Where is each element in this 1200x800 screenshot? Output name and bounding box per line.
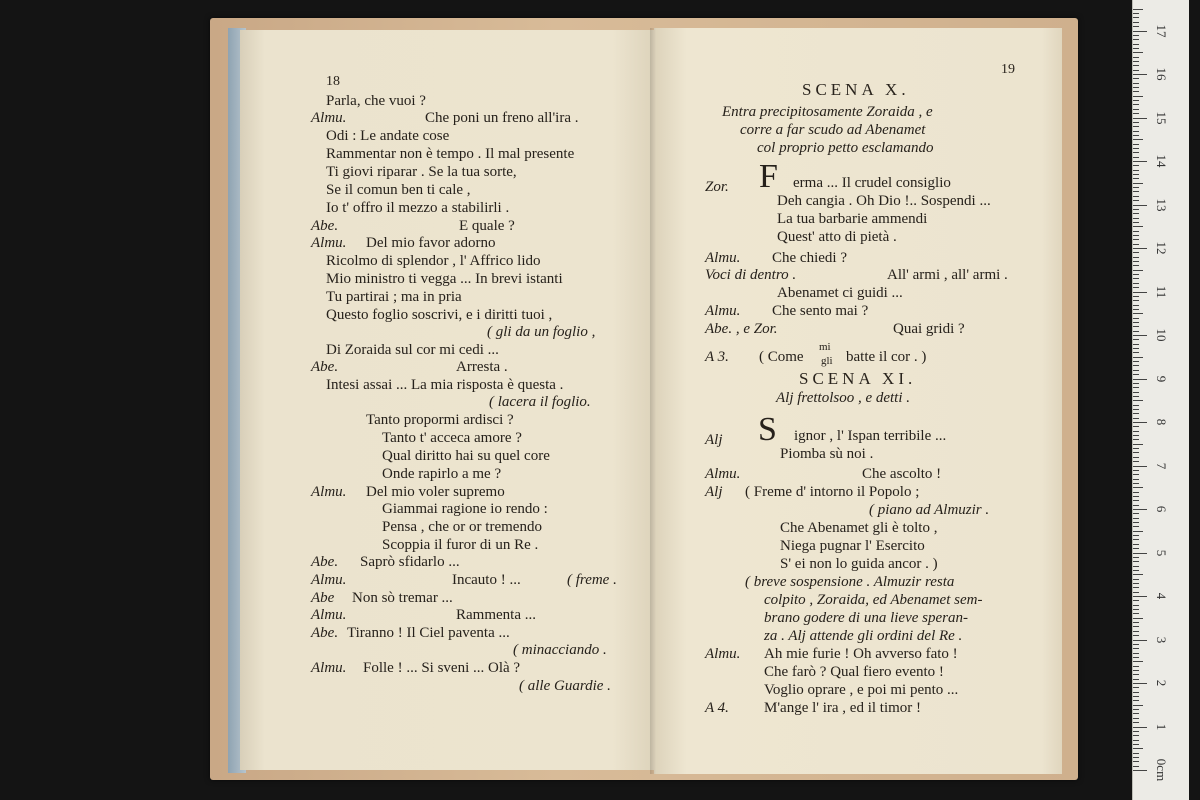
ruler-tick [1133,535,1139,536]
ruler-tick [1133,753,1139,754]
text-line: ( gli da un foglio , [487,324,596,340]
text-line: Rammentar non è tempo . Il mal presente [326,146,575,162]
ruler-tick [1133,457,1139,458]
ruler-tick [1133,748,1143,749]
text-line: Che ascolto ! [862,466,942,482]
ruler-tick [1133,553,1147,554]
ruler-tick [1133,35,1139,36]
ruler-tick [1133,270,1143,271]
ruler-tick [1133,100,1139,101]
text-line: Se il comun ben ti cale , [326,182,471,198]
ruler-tick [1133,635,1139,636]
ruler-tick [1133,370,1139,371]
text-line: batte il cor . ) [846,349,927,365]
ruler-number: 3 [1154,636,1169,643]
text-line: ( Come [759,349,804,365]
ruler-number: 0cm [1154,758,1169,782]
text-line: Intesi assai ... La mia risposta è questa . [326,377,564,393]
text-line: Tanto propormi ardisci ? [366,412,514,428]
ruler-tick [1133,618,1143,619]
text-line: Che farò ? Qual fiero evento ! [764,664,944,680]
ruler-tick [1133,305,1139,306]
text-line: Deh cangia . Oh Dio !.. Sospendi ... [777,193,991,209]
ruler-tick [1133,592,1139,593]
ruler-tick [1133,274,1139,275]
ruler-tick [1133,431,1139,432]
stage-direction-line: col proprio petto esclamando [757,140,934,156]
ruler-number: 17 [1154,24,1169,37]
ruler-tick [1133,531,1143,532]
ruler-tick [1133,174,1139,175]
ruler-number: 6 [1154,505,1169,513]
text-line: Ah mie furie ! Oh avverso fato ! [764,646,958,662]
text-line: Non sò tremar ... [352,590,453,606]
text-line: Questo foglio soscrivi, e i diritti tuoi , [326,307,553,323]
ruler-number: 12 [1154,241,1169,255]
text-line: ( piano ad Almuzir . [869,502,990,518]
text-line: Tanto t' acceca amore ? [382,430,522,446]
stage-direction-line: Entra precipitosamente Zoraida , e [722,104,933,120]
ruler-tick [1133,518,1139,519]
text-line: za . Alj attende gli ordini del Re . [764,628,963,644]
ruler-tick [1133,766,1139,767]
text-line: Giammai ragione io rendo : [382,501,548,517]
ruler-tick [1133,622,1139,623]
ruler-tick [1133,435,1139,436]
text-line: Saprò sfidarlo ... [360,554,460,570]
text-line: ( minacciando . [513,642,607,658]
ruler-tick [1133,104,1139,105]
ruler-tick [1133,674,1139,675]
ruler-tick [1133,709,1139,710]
text-line: ( breve sospensione . Almuzir resta [745,574,955,590]
text-line: M'ange l' ira , ed il timor ! [764,700,922,716]
text-line: Che sento mai ? [772,303,869,319]
ruler-tick [1133,152,1139,153]
text-line: Odi : Le andate cose [326,128,450,144]
text-line: S' ei non lo guida ancor . ) [780,556,938,572]
ruler-tick [1133,265,1139,266]
text-line: erma ... Il crudel consiglio [793,175,951,191]
ruler-tick [1133,492,1139,493]
ruler-tick [1133,496,1139,497]
ruler-tick [1133,96,1143,97]
ruler-tick [1133,640,1147,641]
ruler-tick [1133,352,1139,353]
ruler-tick [1133,26,1139,27]
text-line: Qual diritto hai su quel core [382,448,550,464]
text-line: Niega pugnar l' Esercito [780,538,925,554]
text-line: Abe. [311,359,339,375]
ruler-tick [1133,566,1139,567]
ruler-tick [1133,209,1139,210]
ruler-tick [1133,405,1139,406]
ruler-number: 9 [1154,375,1169,382]
ruler-tick [1133,452,1139,453]
ruler-tick [1133,470,1139,471]
ruler-number: 10 [1154,328,1169,342]
ruler-tick [1133,283,1139,284]
ruler-tick [1133,670,1139,671]
text-line: brano godere di una lieve speran- [764,610,968,626]
ruler-tick [1133,570,1139,571]
text-line: Almu. [311,572,347,588]
text-line: Abe. , e Zor. [705,321,778,337]
ruler-tick [1133,757,1139,758]
ruler-tick [1133,205,1147,206]
ruler-tick [1133,122,1139,123]
ruler-tick [1133,439,1139,440]
ruler-tick [1133,248,1147,249]
text-line: Almu. [311,110,347,126]
ruler-tick [1133,418,1139,419]
text-line: Zor. [705,179,729,195]
ruler-number: 16 [1154,67,1169,81]
ruler-tick [1133,444,1143,445]
ruler-tick [1133,139,1143,140]
ruler-tick [1133,600,1139,601]
ruler-tick [1133,692,1139,693]
ruler-tick [1133,83,1139,84]
ruler-tick [1133,252,1139,253]
ruler-tick [1133,292,1147,293]
ruler-tick [1133,696,1139,697]
text-line: Arresta . [456,359,508,375]
ruler-tick [1133,448,1139,449]
ruler-tick [1133,613,1139,614]
text-line: Almu. [705,303,741,319]
ruler-tick [1133,200,1139,201]
ruler-tick [1133,631,1139,632]
ruler-tick [1133,587,1139,588]
text-line: Alj frettolsoo , e detti . [776,390,911,406]
text-line: Tu partirai ; ma in pria [326,289,462,305]
text-line: ( Freme d' intorno il Popolo ; [745,484,920,500]
text-line: Di Zoraida sul cor mi cedi ... [326,342,499,358]
text-line: Quest' atto di pietà . [777,229,897,245]
ruler-tick [1133,65,1139,66]
ruler-tick [1133,735,1139,736]
ruler-tick [1133,187,1139,188]
scene-x-heading: SCENA X. [802,80,910,99]
ruler-tick [1133,596,1147,597]
ruler-tick [1133,513,1139,514]
text-line: Abe. [311,554,339,570]
ruler-tick [1133,74,1147,75]
ruler-tick [1133,148,1139,149]
ruler-tick [1133,548,1139,549]
ruler-tick [1133,526,1139,527]
ruler-tick [1133,178,1139,179]
ruler-tick [1133,239,1139,240]
ruler-tick [1133,78,1139,79]
ruler-tick [1133,409,1139,410]
ruler-tick [1133,57,1139,58]
ruler-number: 4 [1154,592,1169,600]
ruler-tick [1133,196,1139,197]
page-number-left: 18 [326,74,340,89]
text-line: Incauto ! ... [452,572,521,588]
ruler-tick [1133,705,1143,706]
text-line: Abe. [311,625,339,641]
ruler-tick [1133,165,1139,166]
ruler-tick [1133,357,1143,358]
ruler-tick [1133,17,1139,18]
ruler-tick [1133,161,1147,162]
ruler-tick [1133,31,1147,32]
ruler-tick [1133,318,1139,319]
ruler-tick [1133,113,1139,114]
ruler-tick [1133,331,1139,332]
ruler-tick [1133,344,1139,345]
ruler-tick [1133,740,1139,741]
text-line: Almu. [311,484,347,500]
ruler-tick [1133,296,1139,297]
ruler-tick [1133,322,1139,323]
ruler-tick [1133,22,1139,23]
ruler-tick [1133,466,1147,467]
drop-cap-f: F [759,158,778,195]
ruler-tick [1133,52,1143,53]
ruler-tick [1133,666,1139,667]
ruler-tick [1133,648,1139,649]
text-line: Alj [705,432,723,448]
ruler-tick [1133,191,1139,192]
ruler-tick [1133,744,1139,745]
text-line: colpito , Zoraida, ed Abenamet sem- [764,592,983,608]
ruler-tick [1133,583,1139,584]
text-line: Rammenta ... [456,607,536,623]
ruler-number: 13 [1154,198,1169,211]
ruler-tick [1133,39,1139,40]
text-line: Parla, che vuoi ? [326,93,426,109]
ruler-tick [1133,387,1139,388]
ruler-number: 7 [1154,462,1169,469]
ruler-tick [1133,509,1147,510]
ruler-tick [1133,713,1139,714]
ruler-tick [1133,718,1139,719]
ruler-tick [1133,731,1139,732]
ruler-tick [1133,126,1139,127]
text-line: La tua barbarie ammendi [777,211,928,227]
text-line: A 3. [705,349,729,365]
ruler-tick [1133,170,1139,171]
ruler-tick [1133,231,1139,232]
ruler-tick [1133,505,1139,506]
ruler-number: 8 [1154,418,1169,426]
text-line: Voglio oprare , e poi mi pento ... [764,682,959,698]
ruler-tick [1133,522,1139,523]
text-line: Quai gridi ? [893,321,965,337]
ruler-tick [1133,213,1139,214]
text-line: ( alle Guardie . [519,678,611,694]
ruler-number: 2 [1154,679,1169,687]
ruler-tick [1133,135,1139,136]
text-line: Piomba sù noi . [780,446,874,462]
ruler-tick [1133,335,1147,336]
ruler-tick [1133,70,1139,71]
ruler-tick [1133,365,1139,366]
text-line: ignor , l' Ispan terribile ... [794,428,947,444]
ruler-tick [1133,661,1143,662]
text-line: Abe [311,590,335,606]
book-gutter [650,28,660,774]
ruler-tick [1133,261,1139,262]
text-line: Abe. [311,218,339,234]
scene-xi-heading: SCENA XI. [799,369,917,388]
ruler-number: 5 [1154,549,1169,556]
ruler-tick [1133,722,1139,723]
gli-subscript: gli [821,355,833,367]
text-line: Che Abenamet gli è tolto , [780,520,938,536]
ruler-tick [1133,644,1139,645]
text-line: Io t' offro il mezzo a stabilirli . [326,200,510,216]
text-line: Abenamet ci guidi ... [777,285,903,301]
ruler-tick [1133,392,1139,393]
ruler-tick [1133,287,1139,288]
ruler-tick [1133,13,1139,14]
ruler-tick [1133,557,1139,558]
ruler-tick [1133,544,1139,545]
ruler-tick [1133,500,1139,501]
ruler-tick [1133,348,1139,349]
text-line: Che poni un freno all'ira . [425,110,579,126]
ruler-tick [1133,579,1139,580]
text-line: A 4. [705,700,729,716]
ruler-tick [1133,339,1139,340]
text-line: Alj [705,484,723,500]
ruler-tick [1133,539,1139,540]
text-line: E quale ? [459,218,515,234]
ruler-tick [1133,235,1139,236]
text-line: Mio ministro ti vegga ... In brevi istanti [326,271,563,287]
text-line: Onde rapirlo a me ? [382,466,502,482]
stage-direction-line: corre a far scudo ad Abenamet [740,122,926,138]
text-line: Pensa , che or or tremendo [382,519,542,535]
text-line: Scoppia il furor di un Re . [382,537,539,553]
ruler-tick [1133,131,1139,132]
ruler-tick [1133,309,1139,310]
ruler-tick [1133,400,1143,401]
ruler-tick [1133,9,1143,10]
text-line: Almu. [311,235,347,251]
text-line: ( freme . [567,572,617,588]
ruler-tick [1133,626,1139,627]
text-line: Tiranno ! Il Ciel paventa ... [347,625,510,641]
ruler-number: 15 [1154,111,1169,124]
ruler-tick [1133,257,1139,258]
text-line: Folle ! ... Si sveni ... Olà ? [363,660,521,676]
text-line: Almu. [311,660,347,676]
ruler-tick [1133,244,1139,245]
ruler-tick [1133,87,1139,88]
ruler-tick [1133,157,1139,158]
ruler-tick [1133,91,1139,92]
ruler-tick [1133,687,1139,688]
page-number-right: 19 [1001,62,1015,77]
text-line: Almu. [705,250,741,266]
ruler-tick [1133,474,1139,475]
ruler-tick [1133,483,1139,484]
ruler-tick [1133,653,1139,654]
text-line: All' armi , all' armi . [887,267,1008,283]
text-line: Voci di dentro . [705,267,797,283]
text-line: Almu. [705,646,741,662]
ruler-tick [1133,278,1139,279]
ruler-tick [1133,461,1139,462]
ruler-tick [1133,683,1147,684]
ruler-tick [1133,61,1139,62]
ruler-tick [1133,218,1139,219]
text-line: Almu. [311,607,347,623]
ruler-tick [1133,657,1139,658]
ruler-tick [1133,426,1139,427]
text-line: Che chiedi ? [772,250,847,266]
ruler-tick [1133,413,1139,414]
ruler-tick [1133,48,1139,49]
drop-cap-s: S [758,411,777,448]
ruler-tick [1133,44,1139,45]
ruler-tick [1133,109,1139,110]
ruler-tick [1133,561,1139,562]
text-line: Ti giovi riparar . Se la tua sorte, [326,164,517,180]
ruler-tick [1133,374,1139,375]
ruler-tick [1133,222,1139,223]
ruler-tick [1133,700,1139,701]
ruler-tick [1133,313,1143,314]
ruler-tick [1133,605,1139,606]
mi-superscript: mi [819,341,831,353]
ruler-tick [1133,609,1139,610]
ruler-tick [1133,300,1139,301]
text-line: ( lacera il foglio. [489,394,591,410]
ruler-tick [1133,396,1139,397]
ruler-tick [1133,383,1139,384]
ruler-number: 14 [1154,154,1169,168]
ruler-tick [1133,679,1139,680]
ruler-tick [1133,361,1139,362]
measuring-ruler [1132,0,1189,800]
ruler-number: 1 [1154,723,1169,730]
ruler-tick [1133,574,1143,575]
ruler-tick [1133,226,1143,227]
ruler-tick [1133,379,1147,380]
ruler-tick [1133,770,1147,771]
ruler-tick [1133,761,1139,762]
ruler-tick [1133,144,1139,145]
text-line: Almu. [705,466,741,482]
ruler-tick [1133,183,1143,184]
text-line: Del mio favor adorno [366,235,496,251]
ruler-number: 11 [1154,285,1169,298]
ruler-tick [1133,727,1147,728]
ruler-tick [1133,118,1147,119]
text-line: Ricolmo di splendor , l' Affrico lido [326,253,541,269]
ruler-tick [1133,326,1139,327]
text-line: Del mio voler supremo [366,484,505,500]
ruler-tick [1133,487,1143,488]
ruler-tick [1133,422,1147,423]
ruler-tick [1133,479,1139,480]
